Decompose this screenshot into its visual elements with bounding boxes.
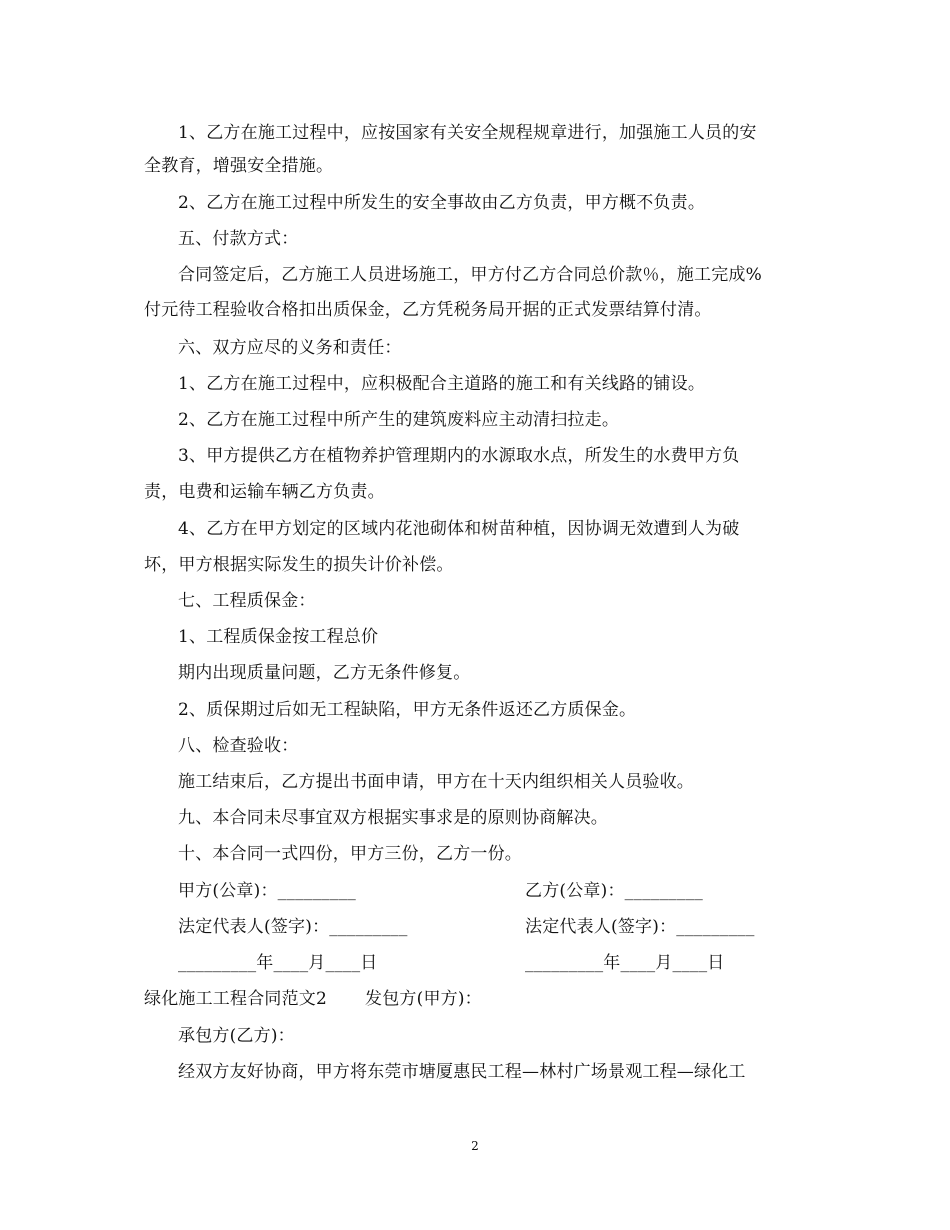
- contract-title: 绿化施工工程合同范文2: [144, 989, 328, 1009]
- paragraph-line: 责，电费和运输车辆乙方负责。: [144, 482, 385, 502]
- paragraph-line: 1、工程质保金按工程总价: [178, 627, 379, 647]
- paragraph-line: 全教育，增强安全措施。: [144, 156, 334, 176]
- paragraph-line: 4、乙方在甲方划定的区域内花池砌体和树苗种植，因协调无效遭到人为破: [178, 519, 740, 539]
- paragraph-line: 2、乙方在施工过程中所发生的安全事故由乙方负责，甲方概不负责。: [178, 193, 706, 213]
- party-b-representative-line: 法定代表人(签字)：_________: [525, 917, 755, 937]
- section-heading: 五、付款方式：: [178, 229, 299, 249]
- employer-label: 发包方(甲方)：: [365, 989, 482, 1009]
- section-heading: 八、检查验收：: [178, 736, 299, 756]
- contractor-label: 承包方(乙方)：: [178, 1026, 295, 1046]
- party-a-representative-line: 法定代表人(签字)：_________: [178, 917, 408, 937]
- paragraph-line: 3、甲方提供乙方在植物养护管理期内的水源取水点，所发生的水费甲方负: [178, 446, 740, 466]
- page-number: 2: [471, 1139, 479, 1153]
- paragraph-line: 施工结束后，乙方提出书面申请，甲方在十天内组织相关人员验收。: [178, 772, 694, 792]
- paragraph-line: 九、本合同未尽事宜双方根据实事求是的原则协商解决。: [178, 808, 608, 828]
- paragraph-line: 2、乙方在施工过程中所产生的建筑废料应主动清扫拉走。: [178, 410, 620, 430]
- paragraph-line: 十、本合同一式四份，甲方三份，乙方一份。: [178, 844, 522, 864]
- party-b-date-line: _________年____月____日: [525, 953, 725, 973]
- paragraph-line: 1、乙方在施工过程中，应积极配合主道路的施工和有关线路的铺设。: [178, 374, 706, 394]
- paragraph-line: 1、乙方在施工过程中，应按国家有关安全规程规章进行，加强施工人员的安: [178, 123, 757, 143]
- paragraph-line: 付元待工程验收合格扣出质保金，乙方凭税务局开据的正式发票结算付清。: [144, 300, 712, 320]
- paragraph-line: 2、质保期过后如无工程缺陷，甲方无条件返还乙方质保金。: [178, 700, 637, 720]
- party-a-seal-line: 甲方(公章)：_________: [178, 881, 356, 901]
- paragraph-line: 合同签定后，乙方施工人员进场施工，甲方付乙方合同总价款％，施工完成%: [178, 265, 762, 285]
- party-a-date-line: _________年____月____日: [178, 953, 378, 973]
- paragraph-line: 坏，甲方根据实际发生的损失计价补偿。: [144, 555, 454, 575]
- section-heading: 七、工程质保金：: [178, 591, 316, 611]
- section-heading: 六、双方应尽的义务和责任：: [178, 338, 402, 358]
- paragraph-line: 经双方友好协商，甲方将东莞市塘厦惠民工程—林村广场景观工程—绿化工: [178, 1062, 746, 1082]
- paragraph-line: 期内出现质量问题，乙方无条件修复。: [178, 663, 471, 683]
- contract-title-line: [144, 989, 482, 1009]
- party-b-seal-line: 乙方(公章)：_________: [525, 881, 703, 901]
